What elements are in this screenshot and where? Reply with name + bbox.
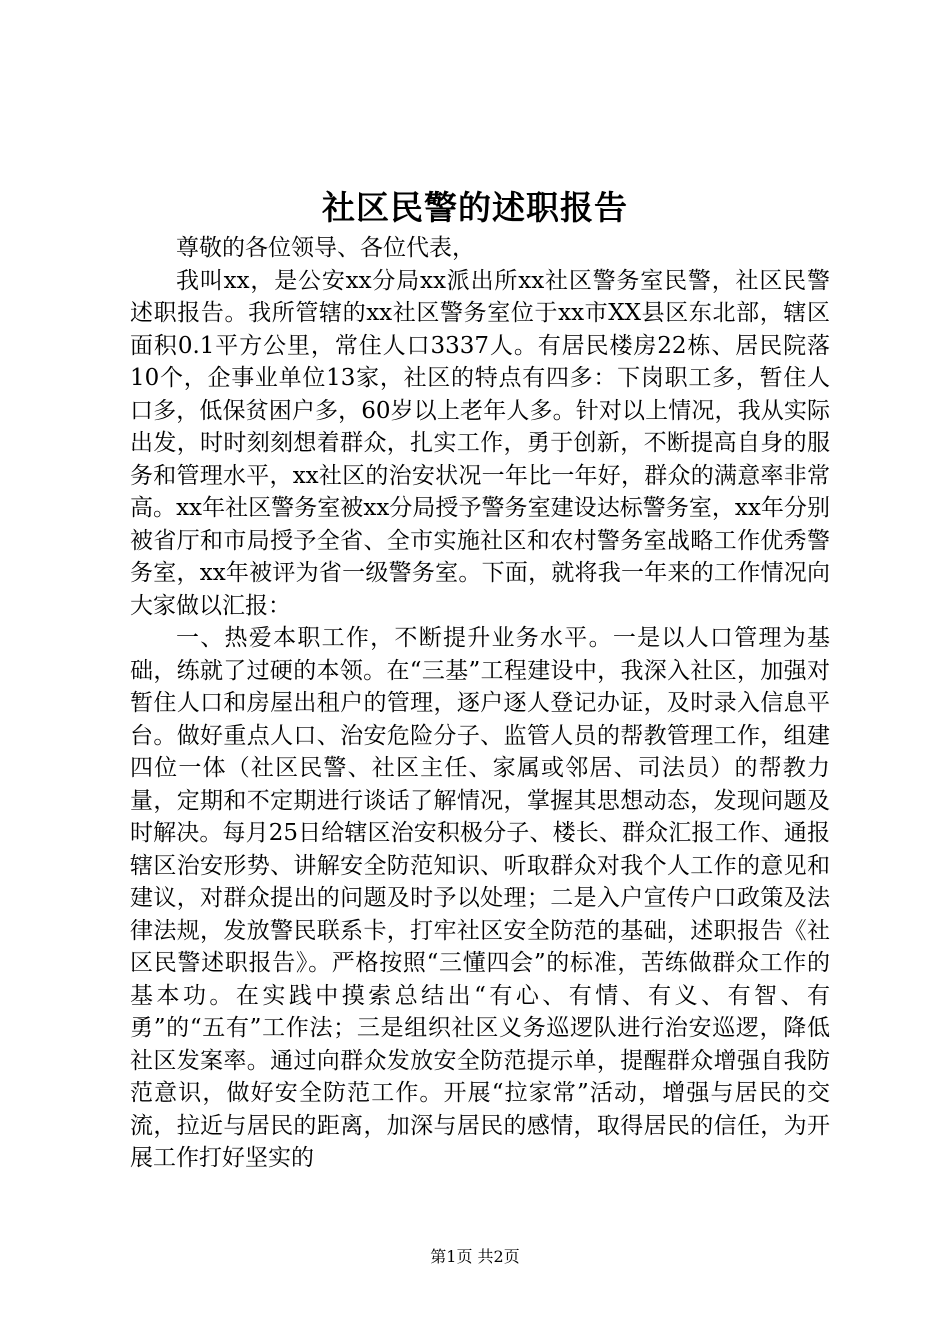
document-body bbox=[130, 232, 830, 1175]
introduction-paragraph: 我叫xx，是公安xx分局xx派出所xx社区警务室民警，社区民警述职报告。我所管辖的xx社区警务室位于xx市XX县区东北部，辖区面积0.1平方公里，常住人口3337人。有居民楼房22栋、居民院落10个，企事业单位13家，社区的特点有四多：下岗职工多，暂住人口多，低保贫困户多，60岁以上老年人多。针对以上情况，我从实际出发，时时刻刻想着群众，扎实工作，勇于创新，不断提高自身的服务和管理水平，xx社区的治安状况一年比一年好，群众的满意率非常高。xx年社区警务室被xx分局授予警务室建设达标警务室，xx年分别被省厅和市局授予全省、全市实施社区和农村警务室战略工作优秀警务室，xx年被评为省一级警务室。下面，就将我一年来的工作情况向大家做以汇报： bbox=[130, 267, 830, 619]
page-footer: 第1页 共2页 bbox=[430, 1247, 520, 1266]
document-title: 社区民警的述职报告 bbox=[322, 188, 628, 227]
salutation-paragraph: 尊敬的各位领导、各位代表， bbox=[176, 235, 475, 261]
section-one-paragraph: 一、热爱本职工作，不断提升业务水平。一是以人口管理为基础，练就了过硬的本领。在“三基”工程建设中，我深入社区，加强对暂住人口和房屋出租户的管理，逐户逐人登记办证，及时录入信息平台。做好重点人口、治安危险分子、监管人员的帮教管理工作，组建四位一体（社区民警、社区主任、家属或邻居、司法员）的帮教力量，定期和不定期进行谈话了解情况，掌握其思想动态，发现问题及时解决。每月25日给辖区治安积极分子、楼长、群众汇报工作、通报辖区治安形势、讲解安全防范知识、听取群众对我个人工作的意见和建议，对群众提出的问题及时予以处理；二是入户宣传户口政策及法律法规，发放警民联系卡，打牢社区安全防范的基础，述职报告《社区民警述职报告》。严格按照“三懂四会”的标准，苦练做群众工作的基本功。在实践中摸索总结出“有心、有情、有义、有智、有勇”的“五有”工作法；三是组织社区义务巡逻队进行治安巡逻，降低社区发案率。通过向群众发放安全防范提示单，提醒群众增强自我防范意识，做好安全防范工作。开展“拉家常”活动，增强与居民的交流，拉近与居民的距离，加深与居民的感情，取得居民的信任，为开展工作打好坚实的 bbox=[130, 625, 830, 1171]
